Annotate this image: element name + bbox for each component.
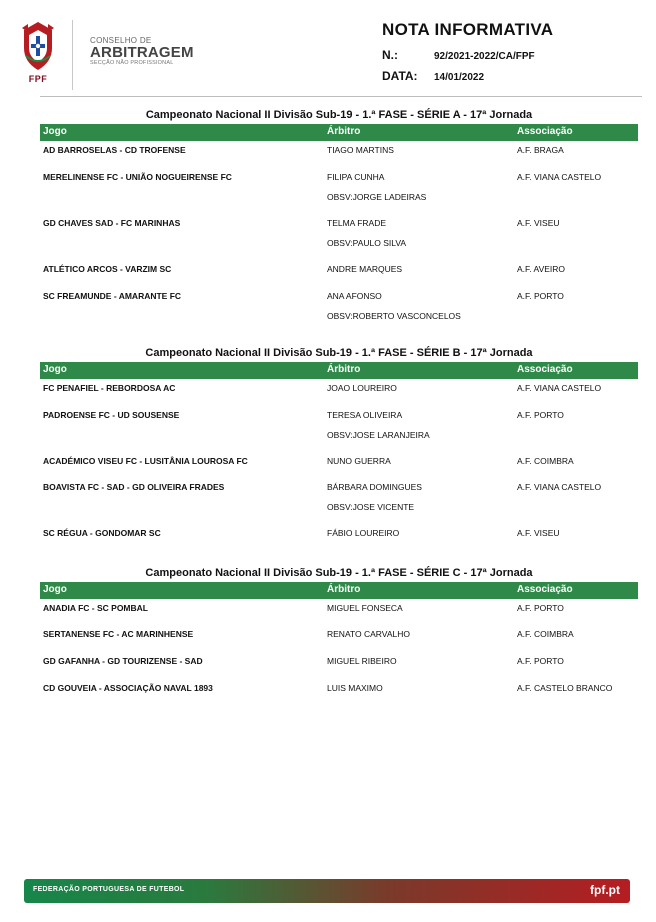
association-name: A.F. AVEIRO: [517, 264, 566, 274]
document-title: NOTA INFORMATIVA: [382, 20, 554, 39]
observer-name: OBSV:JORGE LADEIRAS: [327, 192, 427, 202]
match-name: FC PENAFIEL - REBORDOSA AC: [43, 383, 176, 393]
col-header-jogo: Jogo: [43, 584, 67, 595]
org-line-3: SECÇÃO NÃO PROFISSIONAL: [90, 60, 174, 66]
footer-bar: [24, 879, 630, 903]
referee-name: BÁRBARA DOMINGUES: [327, 482, 422, 492]
association-name: A.F. PORTO: [517, 603, 564, 613]
match-name: CD GOUVEIA - ASSOCIAÇÃO NAVAL 1893: [43, 683, 213, 693]
association-name: A.F. PORTO: [517, 656, 564, 666]
col-header-arbitro: Árbitro: [327, 126, 361, 137]
referee-name: FILIPA CUNHA: [327, 172, 385, 182]
shield-crest-icon: [18, 20, 58, 72]
col-header-arbitro: Árbitro: [327, 364, 361, 375]
referee-name: TELMA FRADE: [327, 218, 387, 228]
referee-name: NUNO GUERRA: [327, 456, 391, 466]
observer-name: OBSV:JOSE VICENTE: [327, 502, 415, 512]
match-name: SERTANENSE FC - AC MARINHENSE: [43, 629, 194, 639]
association-name: A.F. VISEU: [517, 218, 560, 228]
col-header-associacao: Associação: [517, 364, 573, 375]
section-serie-a: [40, 106, 638, 321]
org-line-1: CONSELHO DE: [90, 36, 152, 45]
col-header-associacao: Associação: [517, 584, 573, 595]
referee-name: RENATO CARVALHO: [327, 629, 410, 639]
match-name: SC RÉGUA - GONDOMAR SC: [43, 528, 161, 538]
match-name: GD GAFANHA - GD TOURIZENSE - SAD: [43, 656, 203, 666]
referee-name: ANDRE MARQUES: [327, 264, 403, 274]
document-date: [382, 69, 484, 83]
header-divider: [72, 20, 73, 90]
match-name: MERELINENSE FC - UNIÃO NOGUEIRENSE FC: [43, 172, 232, 182]
document-header: [0, 0, 656, 100]
association-name: A.F. VISEU: [517, 528, 560, 538]
association-name: A.F. PORTO: [517, 410, 564, 420]
match-name: ACADÉMICO VISEU FC - LUSITÂNIA LOUROSA FC: [43, 456, 248, 466]
match-name: AD BARROSELAS - CD TROFENSE: [43, 145, 186, 155]
referee-name: LUIS MAXIMO: [327, 683, 383, 693]
table-header: [40, 582, 638, 599]
col-header-associacao: Associação: [517, 126, 573, 137]
section-title: Campeonato Nacional II Divisão Sub-19 - 1.ª FASE - SÉRIE B - 17ª Jornada: [145, 347, 533, 359]
association-name: A.F. CASTELO BRANCO: [517, 683, 613, 693]
number-label: N.:: [382, 48, 398, 62]
section-serie-b: [40, 344, 638, 538]
section-title: Campeonato Nacional II Divisão Sub-19 - 1.ª FASE - SÉRIE C - 17ª Jornada: [145, 567, 533, 579]
observer-name: OBSV:PAULO SILVA: [327, 238, 407, 248]
match-name: ATLÉTICO ARCOS - VARZIM SC: [43, 264, 172, 274]
match-name: ANADIA FC - SC POMBAL: [43, 603, 148, 613]
crest-label: FPF: [28, 74, 48, 84]
col-header-jogo: Jogo: [43, 364, 67, 375]
match-name: PADROENSE FC - UD SOUSENSE: [43, 410, 180, 420]
referee-name: MIGUEL RIBEIRO: [327, 656, 397, 666]
referee-name: FÁBIO LOUREIRO: [327, 528, 400, 538]
date-label: DATA:: [382, 69, 418, 83]
header-rule: [40, 96, 642, 97]
match-name: BOAVISTA FC - SAD - GD OLIVEIRA FRADES: [43, 482, 225, 492]
organization-name: [90, 36, 194, 66]
match-name: GD CHAVES SAD - FC MARINHAS: [43, 218, 181, 228]
association-name: A.F. VIANA CASTELO: [517, 172, 602, 182]
table-header: [40, 124, 638, 141]
referee-name: TERESA OLIVEIRA: [327, 410, 403, 420]
date-value: 14/01/2022: [434, 72, 485, 83]
observer-name: OBSV:JOSE LARANJEIRA: [327, 430, 430, 440]
footer-website-link[interactable]: fpf.pt: [590, 883, 620, 897]
section-serie-c: [40, 564, 638, 693]
referee-name: TIAGO MARTINS: [327, 145, 394, 155]
observer-name: OBSV:ROBERTO VASCONCELOS: [327, 311, 461, 321]
referee-name: ANA AFONSO: [327, 291, 382, 301]
number-value: 92/2021-2022/CA/FPF: [434, 51, 535, 62]
section-title: Campeonato Nacional II Divisão Sub-19 - 1.ª FASE - SÉRIE A - 17ª Jornada: [145, 109, 533, 121]
association-name: A.F. VIANA CASTELO: [517, 482, 602, 492]
association-name: A.F. PORTO: [517, 291, 564, 301]
association-name: A.F. COIMBRA: [517, 629, 574, 639]
referee-name: JOAO LOUREIRO: [327, 383, 397, 393]
org-line-2: ARBITRAGEM: [90, 44, 194, 61]
document-number: [382, 48, 535, 62]
association-name: A.F. COIMBRA: [517, 456, 574, 466]
col-header-arbitro: Árbitro: [327, 584, 361, 595]
footer-federation-name: FEDERAÇÃO PORTUGUESA DE FUTEBOL: [33, 886, 185, 893]
table-header: [40, 362, 638, 379]
match-name: SC FREAMUNDE - AMARANTE FC: [43, 291, 182, 301]
association-name: A.F. BRAGA: [517, 145, 564, 155]
col-header-jogo: Jogo: [43, 126, 67, 137]
referee-name: MIGUEL FONSECA: [327, 603, 403, 613]
association-name: A.F. VIANA CASTELO: [517, 383, 602, 393]
